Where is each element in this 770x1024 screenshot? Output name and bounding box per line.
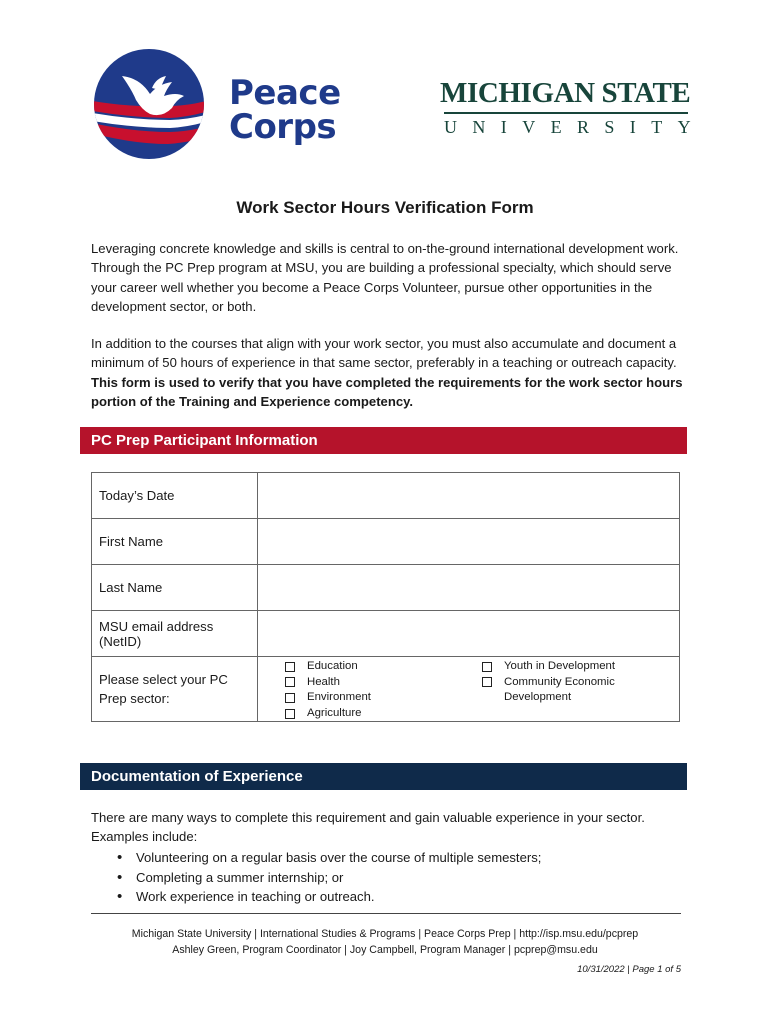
- field-label-first-name: First Name: [92, 519, 258, 565]
- sector-option-label: Environment: [307, 691, 371, 704]
- footer-line-1: Michigan State University | International Studies & Programs | Peace Corps Prep | http://isp.msu.edu/pcprep: [131, 928, 639, 940]
- msu-rule: [444, 112, 688, 114]
- checkbox-icon[interactable]: [285, 693, 295, 703]
- list-item: • Volunteering on a regular basis over the course of multiple semesters;: [117, 848, 541, 868]
- checkbox-icon[interactable]: [482, 662, 492, 672]
- sector-option-label: Agriculture: [307, 706, 362, 719]
- intro-paragraph-2: [91, 334, 691, 411]
- sector-option-label: Education: [307, 660, 358, 672]
- msu-logo: [440, 77, 706, 140]
- sector-option-education[interactable]: [285, 659, 482, 675]
- list-item: • Work experience in teaching or outreach.: [117, 887, 541, 907]
- table-row: [92, 611, 680, 657]
- sector-option-health[interactable]: [285, 675, 482, 691]
- sector-option-label-continued: Development: [504, 691, 572, 704]
- todays-date-field[interactable]: [258, 473, 680, 519]
- checkbox-icon[interactable]: [285, 677, 295, 687]
- table-row: [92, 657, 680, 722]
- sector-option-youth[interactable]: [482, 659, 679, 675]
- checkbox-icon[interactable]: [482, 677, 492, 687]
- msu-wordmark-bottom: UNIVERSITY: [444, 117, 706, 137]
- msu-email-field[interactable]: [258, 611, 680, 657]
- page-title: Work Sector Hours Verification Form: [236, 198, 534, 217]
- page-number: 10/31/2022 | Page 1 of 5: [577, 964, 681, 975]
- sector-option-label: Health: [307, 675, 340, 688]
- first-name-field[interactable]: [258, 519, 680, 565]
- footer-line-2: Ashley Green, Program Coordinator | Joy Campbell, Program Manager | pcprep@msu.edu: [172, 944, 598, 956]
- sector-column-1: [285, 659, 482, 721]
- section-header-documentation: Documentation of Experience: [80, 763, 687, 790]
- section-header-participant-info: PC Prep Participant Information: [80, 427, 687, 454]
- footer-divider: [91, 913, 681, 914]
- msu-wordmark-top: MICHIGAN STATE: [440, 77, 691, 109]
- sector-option-agriculture[interactable]: [285, 706, 482, 722]
- documentation-intro: There are many ways to complete this requirement and gain valuable experience in your sector. Examples include:: [91, 810, 645, 845]
- table-row: [92, 519, 680, 565]
- sector-option-environment[interactable]: [285, 690, 482, 706]
- intro-paragraph-2-bold: This form is used to verify that you have completed the requirements for the work sector hours portion of the Training and Experience competency.: [91, 374, 683, 409]
- sector-option-label: Community Economic: [504, 675, 615, 688]
- checkbox-icon[interactable]: [285, 709, 295, 719]
- field-label-msu-email: MSU email address (NetID): [92, 611, 258, 657]
- field-label-todays-date: Today’s Date: [92, 473, 258, 519]
- peace-corps-dove-icon: [92, 48, 232, 160]
- table-row: [92, 565, 680, 611]
- field-label-last-name: Last Name: [92, 565, 258, 611]
- checkbox-icon[interactable]: [285, 662, 295, 672]
- sector-column-2: [482, 659, 679, 721]
- peace-corps-logo: [92, 48, 340, 160]
- intro-paragraph-1: Leveraging concrete knowledge and skills is central to on-the-ground international development work. Through the PC Prep program at MSU, you are building a professional specialty, which should serve your career well whether you become a Peace Corps Volunteer, pursue other opportunities in the development sector, or both.: [91, 241, 679, 314]
- participant-info-table: [91, 472, 680, 722]
- peace-corps-wordmark-line2: Corps: [229, 107, 337, 147]
- intro-paragraph-2-text: In addition to the courses that align with your work sector, you must also accumulate and document a minimum of 50 hours of experience in that same sector, preferably in a teaching or outreach capacity.: [91, 336, 677, 371]
- sector-option-label: Youth in Development: [504, 660, 616, 672]
- examples-list: [117, 848, 541, 907]
- sector-options: [258, 657, 680, 722]
- list-item: • Completing a summer internship; or: [117, 868, 541, 888]
- sector-option-community-economic[interactable]: [482, 675, 679, 691]
- sector-label-text: Please select your PC Prep sector:: [99, 672, 228, 707]
- last-name-field[interactable]: [258, 565, 680, 611]
- peace-corps-wordmark-line1: Peace: [229, 73, 341, 113]
- table-row: [92, 473, 680, 519]
- field-label-sector: [92, 657, 258, 722]
